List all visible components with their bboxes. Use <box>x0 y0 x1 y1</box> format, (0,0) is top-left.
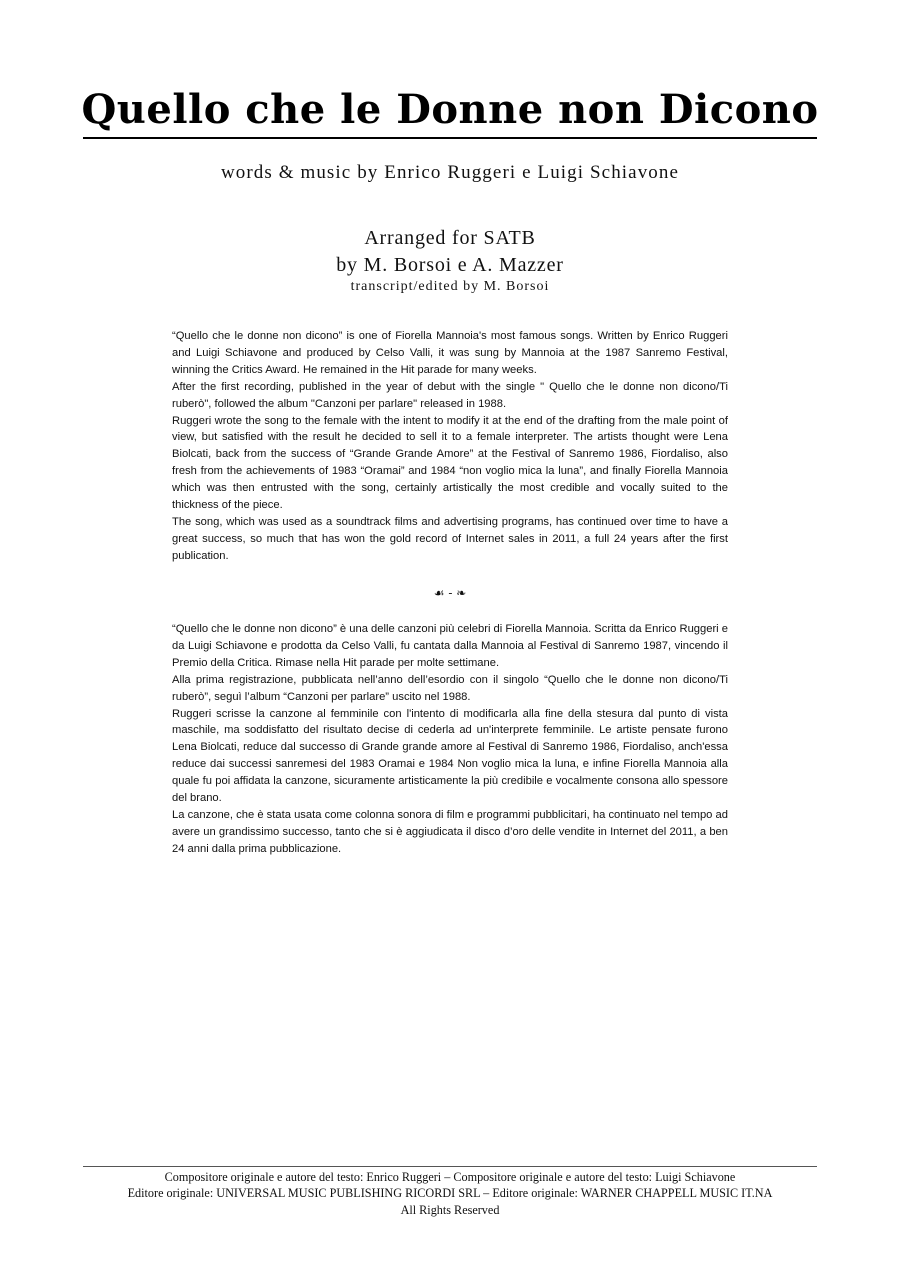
english-paragraph: After the first recording, published in the year of debut with the single " Quello che le donne non dicono/Ti ruberò", followed the album "Canzoni per parlare" released in 1988. <box>172 380 728 410</box>
english-paragraph: The song, which was used as a soundtrack films and advertising programs, has continued over time to have a great success, so much that has won the gold record of Internet sales in 2011, a full 24 years after the first publication. <box>172 515 728 562</box>
arrangement-title: Arranged for SATB <box>364 227 536 249</box>
footer-divider <box>83 1166 817 1167</box>
italian-paragraph: “Quello che le donne non dicono” è una delle canzoni più celebri di Fiorella Mannoia. Scritta da Enrico Ruggeri e da Luigi Schiavone e prodotta da Celso Valli, fu cantata dalla Mannoia al Festival di Sanremo 1987, vincendo il Premio della Critica. Rimase nella Hit parade per molte settimane. <box>172 623 728 669</box>
page-title: Quello che le Donne non Dicono <box>81 86 819 133</box>
footer <box>0 1169 900 1218</box>
italian-description <box>172 621 728 858</box>
italian-paragraph: Alla prima registrazione, pubblicata nell’anno dell’esordio con il singolo “Quello che le donne non dicono/Ti ruberò”, seguì l’album “Canzoni per parlare” uscito nel 1988. <box>172 673 728 703</box>
italian-paragraph: Ruggeri scrisse la canzone al femminile con l'intento di modificarla alla fine della stesura dal punto di vista maschile, ma soddisfatto del risultato decise di cederla ad un'interprete femminile. Le artiste pensate furono Lena Biolcati, reduce dal successo di Grande grande amore al Festival di Sanremo 1986, Fiordaliso, anch'essa reduce dai successi sanremesi del 1983 Oramai e 1984 Non voglio mica la luna, e infine Fiorella Mannoia alla quale fu poi affidata la canzone, sicuramente artisticamente la più credibile e vocalmente consona allo spessore del brano. <box>172 707 728 805</box>
english-description <box>172 328 728 565</box>
transcript-credit: transcript/edited by M. Borsoi <box>350 279 550 294</box>
english-paragraph: “Quello che le donne non dicono” is one of Fiorella Mannoia's most famous songs. Written by Enrico Ruggeri and Luigi Schiavone and produced by Celso Valli, it was sung by Mannoia at the 1987 Sanremo Festival, winning the Critics Award. He remained in the Hit parade for many weeks. <box>172 330 728 376</box>
section-ornament: ☙ - ❧ <box>433 586 467 600</box>
footer-publishers: Editore originale: UNIVERSAL MUSIC PUBLISHING RICORDI SRL – Editore originale: WARNER CHAPPELL MUSIC IT.NA <box>127 1186 773 1201</box>
footer-rights: All Rights Reserved <box>400 1202 500 1217</box>
footer-composers: Compositore originale e autore del testo: Enrico Ruggeri – Compositore originale e autore del testo: Luigi Schiavone <box>164 1170 736 1184</box>
arrangers: by M. Borsoi e A. Mazzer <box>336 254 564 276</box>
italian-paragraph: La canzone, che è stata usata come colonna sonora di film e programmi pubblicitari, ha continuato nel tempo ad avere un grandissimo successo, tanto che si è aggiudicata il disco d’oro delle vendite in Internet del 2011, a ben 24 anni dalla prima pubblicazione. <box>172 808 728 855</box>
title-divider <box>83 137 817 139</box>
english-paragraph: Ruggeri wrote the song to the female with the intent to modify it at the end of the drafting from the male point of view, but satisfied with the result he decided to sell it to a female interpreter. The artists thought were Lena Biolcati, back from the success of “Grande Grande Amore” at the Festival of Sanremo 1986, Fiordaliso, also fresh from the achievements of 1983 “Oramai” and 1984 “non voglio mica la luna”, and finally Fiorella Mannoia which was then entrusted with the song, certainly artistically the most credible and vocally suited to the thickness of the piece. <box>172 414 728 512</box>
composer-credits: words & music by Enrico Ruggeri e Luigi Schiavone <box>220 162 680 183</box>
